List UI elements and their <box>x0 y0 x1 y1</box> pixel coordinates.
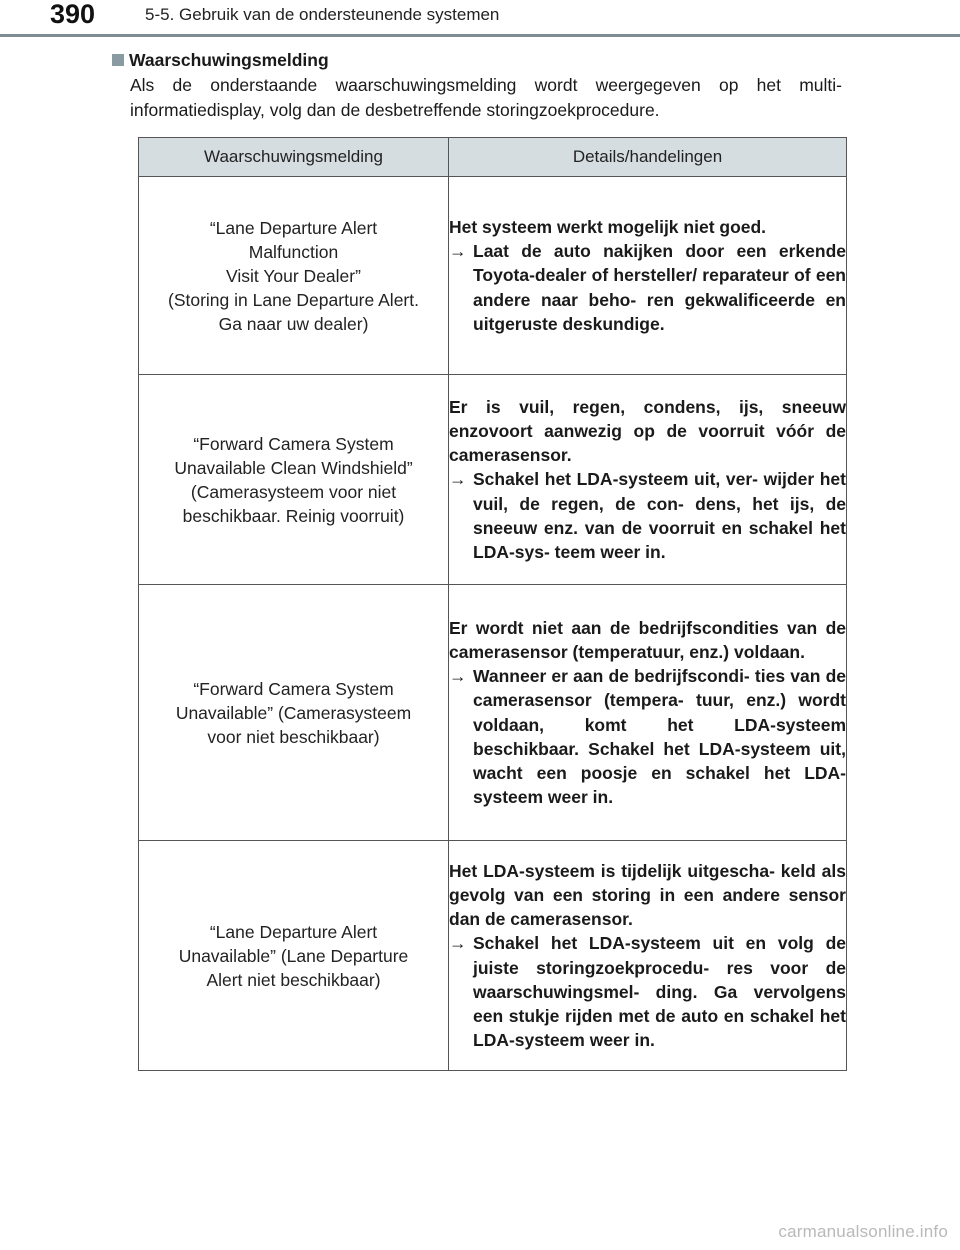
message-line: Malfunction <box>248 241 339 262</box>
details-cell <box>449 375 847 585</box>
message-line: (Camerasysteem voor niet <box>190 481 397 502</box>
table-row <box>139 841 847 1071</box>
table-row <box>139 177 847 375</box>
cause-text: Het LDA-systeem is tijdelijk uitgescha- keld als gevolg van een storing in een andere sensor dan de camerasensor. <box>449 860 846 930</box>
details-cell <box>449 177 847 375</box>
message-line: “Lane Departure Alert <box>209 217 378 238</box>
warning-message-cell <box>139 177 449 375</box>
running-header: 5-5. Gebruik van de ondersteunende systemen <box>145 5 500 24</box>
cause-text: Er is vuil, regen, condens, ijs, sneeuw enzovoort aanwezig op de voorruit vóór de camerasensor. <box>449 396 846 466</box>
action-text: Laat de auto nakijken door een erkende Toyota-dealer of hersteller/ reparateur of een andere naar beho- ren gekwalificeerde en uitgeruste deskundige. <box>473 241 846 334</box>
action-item <box>449 664 846 809</box>
warning-table <box>138 137 847 1071</box>
watermark: carmanualsonline.info <box>778 1222 948 1241</box>
section-heading <box>112 49 329 71</box>
details-cell <box>449 585 847 841</box>
square-bullet-icon <box>112 54 124 66</box>
arrow-right-icon: → <box>449 933 467 954</box>
section-heading-text: Waarschuwingsmelding <box>129 50 329 70</box>
header-divider <box>0 34 960 37</box>
message-line: “Forward Camera System <box>193 433 394 454</box>
action-text: Schakel het LDA-systeem uit, ver- wijder het vuil, de regen, de con- dens, het ijs, de sneeuw enz. van de voorruit en schakel het LDA-sys- teem weer in. <box>473 469 846 562</box>
message-line: (Storing in Lane Departure Alert. <box>168 289 419 310</box>
message-line: Alert niet beschikbaar) <box>206 969 381 990</box>
message-line: voor niet beschikbaar) <box>207 726 380 747</box>
message-line: Unavailable Clean Windshield” <box>174 457 413 478</box>
action-item <box>449 467 846 564</box>
warning-message-cell <box>139 841 449 1071</box>
action-item <box>449 931 846 1052</box>
message-line: “Forward Camera System <box>193 678 394 699</box>
cause-text: Het systeem werkt mogelijk niet goed. <box>449 216 767 237</box>
page-number: 390 <box>50 0 96 29</box>
table-row <box>139 585 847 841</box>
table-header-row <box>139 138 847 177</box>
message-line: beschikbaar. Reinig voorruit) <box>182 505 405 526</box>
warning-message-cell <box>139 585 449 841</box>
message-line: Unavailable” (Camerasysteem <box>175 702 412 723</box>
column-header-message: Waarschuwingsmelding <box>139 138 449 177</box>
action-item <box>449 239 846 336</box>
action-text: Schakel het LDA-systeem uit en volg de juiste storingzoekprocedu- res voor de waarschuwingsmel- ding. Ga vervolgens een stukje rijden met de auto en schakel het LDA-systeem weer in. <box>473 933 846 1051</box>
cause-text: Er wordt niet aan de bedrijfscondities van de camerasensor (temperatuur, enz.) voldaan. <box>449 617 846 662</box>
message-line: Unavailable” (Lane Departure <box>178 945 409 966</box>
arrow-right-icon: → <box>449 241 467 262</box>
warning-message-cell <box>139 375 449 585</box>
arrow-right-icon: → <box>449 666 467 687</box>
message-line: Ga naar uw dealer) <box>218 313 369 334</box>
message-line: “Lane Departure Alert <box>209 921 378 942</box>
arrow-right-icon: → <box>449 469 467 490</box>
details-cell <box>449 841 847 1071</box>
column-header-details: Details/handelingen <box>449 138 847 177</box>
message-line: Visit Your Dealer” <box>226 265 361 286</box>
action-text: Wanneer er aan de bedrijfscondi- ties van de camerasensor (tempera- tuur, enz.) wordt voldaan, komt het LDA-systeem beschikbaar. Schakel het LDA-systeem uit, wacht een poosje en schakel het LDA-systeem weer in. <box>473 666 846 808</box>
intro-paragraph: Als de onderstaande waarschuwingsmelding wordt weergegeven op het multi-informatiedisplay, volg dan de desbetreffende storingzoekprocedure. <box>130 75 842 120</box>
table-row <box>139 375 847 585</box>
